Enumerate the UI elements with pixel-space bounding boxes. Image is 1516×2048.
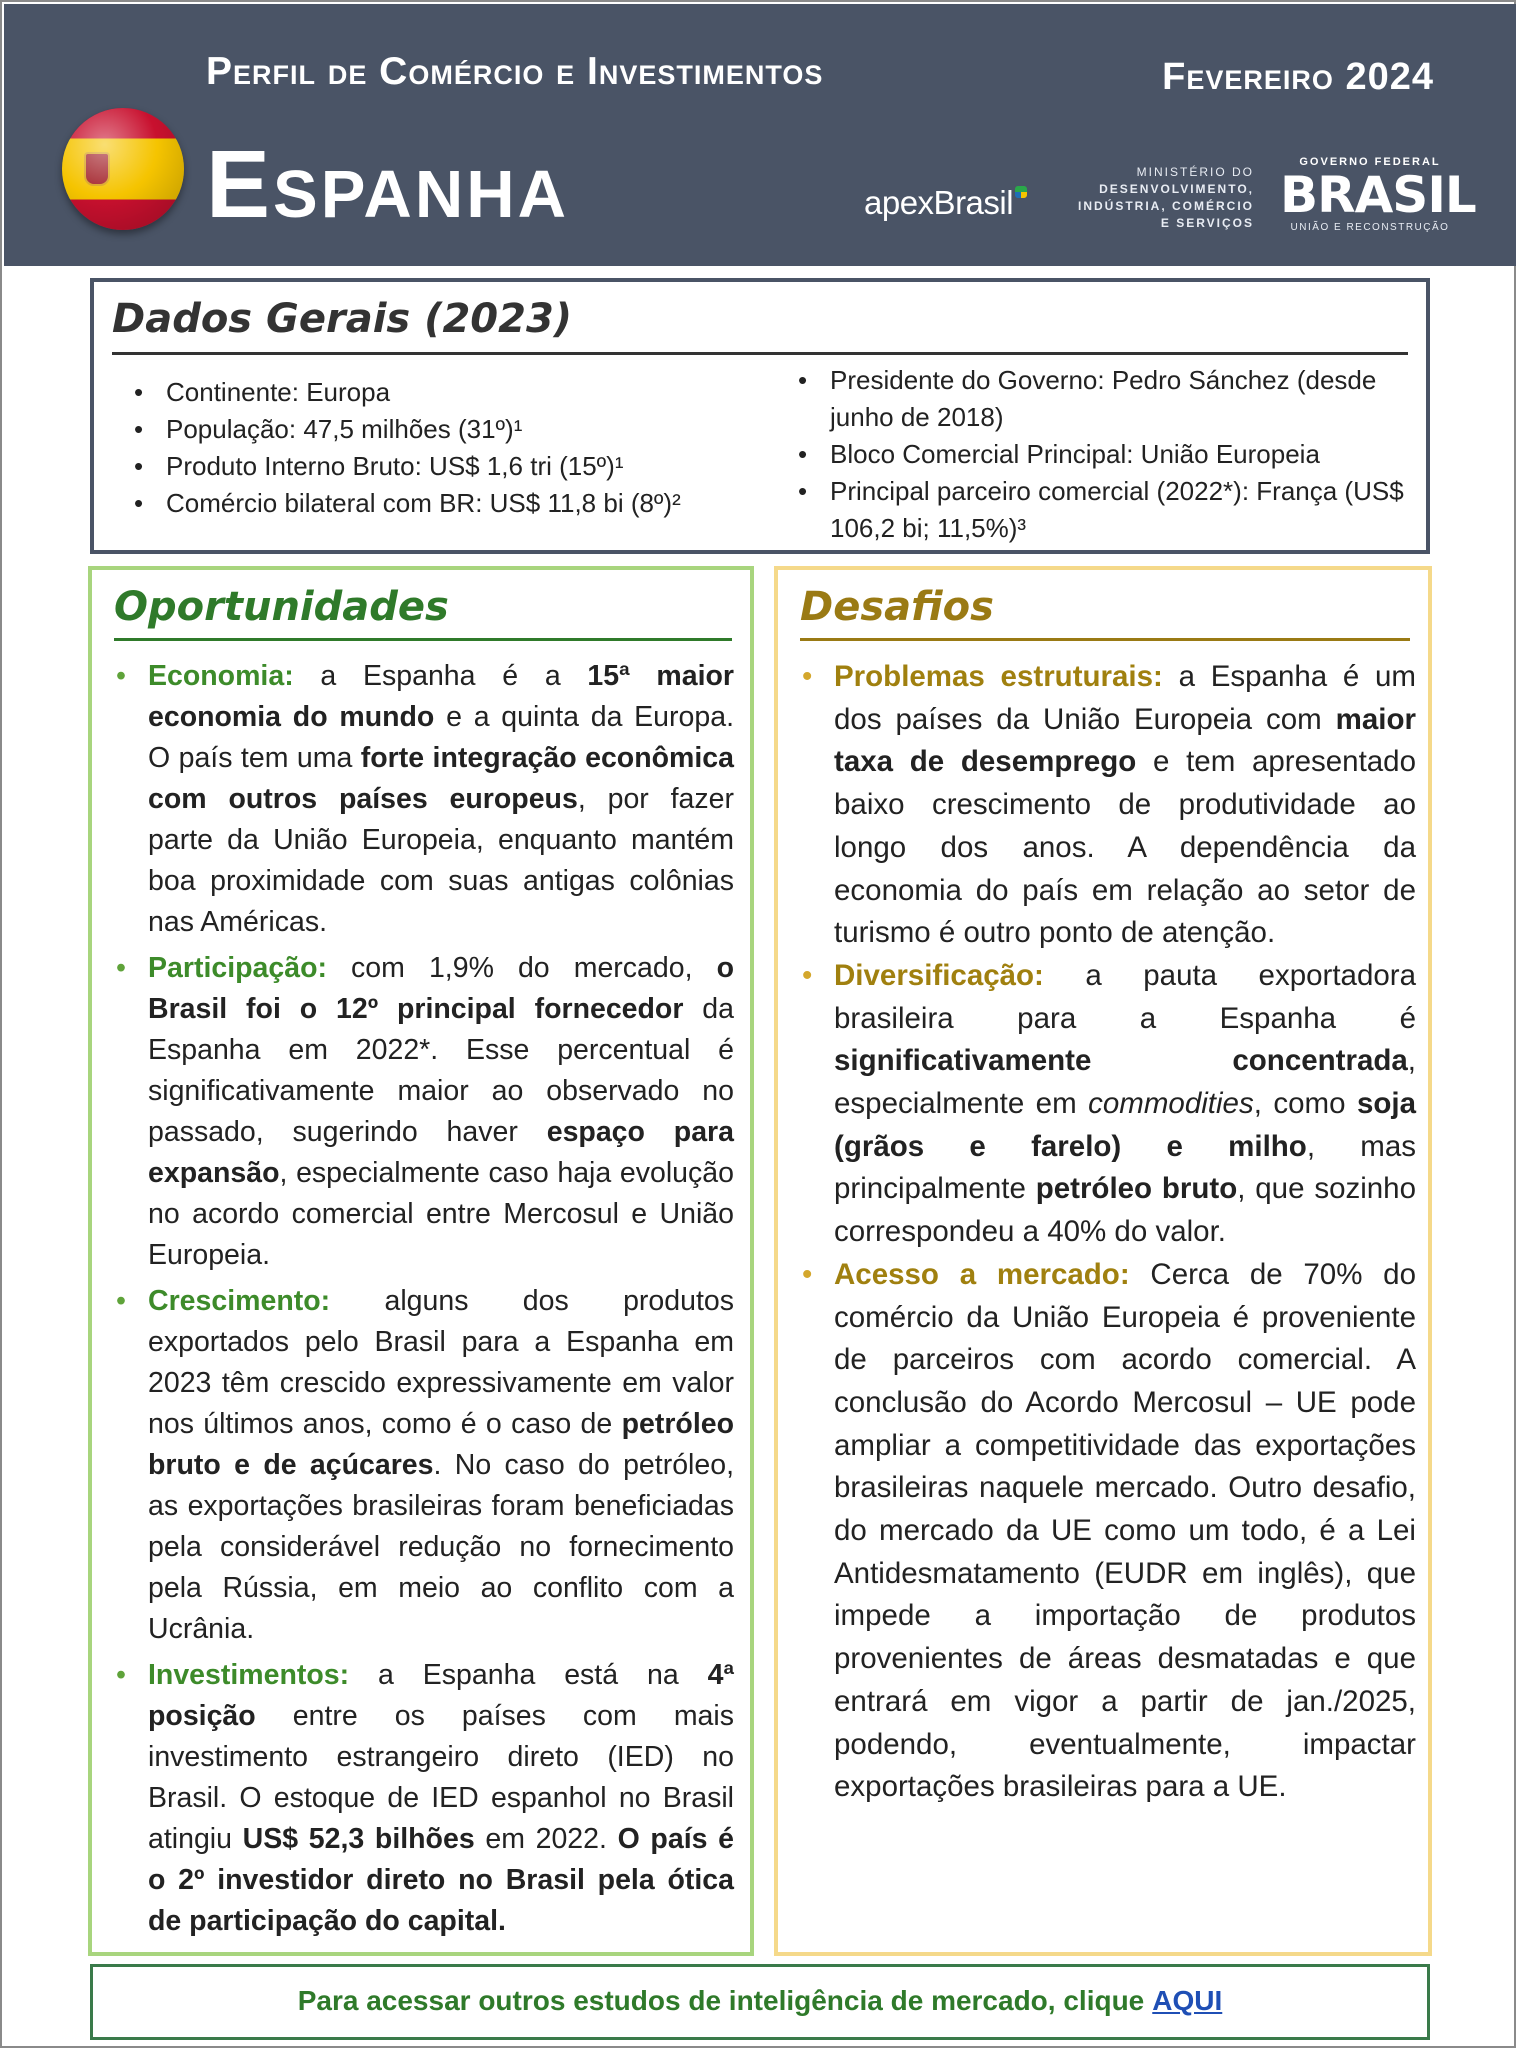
footer-banner: [90, 1964, 1430, 2040]
dados-item: • Principal parceiro comercial (2022*): França (US$ 106,2 bi; 11,5%)³: [794, 473, 1414, 547]
document-date: Fevereiro 2024: [1162, 56, 1434, 98]
body-text: a Espanha está na: [349, 1659, 708, 1691]
italic-text: commodities: [1088, 1087, 1254, 1121]
bold-text: petróleo bruto e de açúcares: [148, 1408, 734, 1481]
bold-text: maior taxa de desemprego: [834, 702, 1416, 779]
body-text: a pauta exportadora brasileira para a Espanha é: [834, 958, 1416, 1035]
body-text: em 2022.: [474, 1823, 618, 1855]
bullet-item: [114, 656, 734, 943]
bullet-item: [114, 1655, 734, 1942]
bullet-lead: Diversificação:: [834, 958, 1044, 992]
body-text: a Espanha é a: [293, 660, 588, 692]
header-banner: [4, 4, 1516, 266]
oportunidades-panel: [88, 566, 754, 1956]
governo-federal-logo: GOVERNO FEDERAL BRASIL UNIÃO E RECONSTRUÇÃO: [1280, 156, 1476, 233]
dados-item: • Bloco Comercial Principal: União Europeia: [794, 436, 1414, 473]
bullet-lead: Problemas estruturais:: [834, 660, 1163, 693]
bold-text: US$ 52,3 bilhões: [242, 1823, 475, 1855]
dados-item: • População: 47,5 milhões (31º)¹: [130, 411, 770, 448]
bold-text: forte integração econômica com outros países europeus: [148, 742, 734, 815]
dados-item: • Comércio bilateral com BR: US$ 11,8 bi (8º)²: [130, 485, 770, 522]
bullet-item: [800, 656, 1416, 955]
bullet-item: [800, 955, 1416, 1254]
body-text: , especialmente caso haja evolução no acordo comercial entre Mercosul e União Europeia.: [148, 1157, 734, 1271]
body-text: , que sozinho correspondeu a 40% do valor.: [834, 1172, 1416, 1249]
body-text: entre os países com mais investimento estrangeiro direto (IED) no Brasil. O estoque de IED espanhol no Brasil atingiu: [148, 1700, 734, 1855]
title-rule: [114, 638, 732, 641]
desafios-list: [800, 656, 1416, 1809]
oportunidades-list: [114, 656, 734, 1947]
body-text: , especialmente em: [834, 1044, 1416, 1121]
apex-brasil-logo: apexBrasil: [864, 184, 1027, 222]
body-text: , por fazer parte da União Europeia, enquanto mantém boa proximidade com suas antigas colônias nas Américas.: [148, 783, 734, 938]
bold-text: O país é o 2º investidor direto no Brasil pela ótica de participação do capital.: [148, 1823, 734, 1937]
desafios-panel: [774, 566, 1432, 1956]
dados-left-list: [130, 374, 770, 522]
bold-text: 15ª maior economia do mundo: [148, 660, 734, 733]
dados-gerais-title: Dados Gerais (2023): [112, 296, 573, 342]
dados-gerais-box: [90, 278, 1430, 554]
bold-text: significativamente concentrada: [834, 1044, 1408, 1078]
title-rule: [800, 638, 1410, 641]
body-text: , mas principalmente: [834, 1129, 1416, 1206]
bold-text: petróleo bruto: [1035, 1172, 1238, 1206]
mdic-logo: MINISTÉRIO DO DESENVOLVIMENTO, INDÚSTRIA, COMÉRCIO E SERVIÇOS: [1078, 165, 1254, 230]
bullet-item: [114, 948, 734, 1276]
body-text: Cerca de 70% do comércio da União Europeia é proveniente de parceiros com acordo comercial. A conclusão do Acordo Mercosul – UE pode ampliar a competitividade das exportações brasileiras naquele mercado. Outro desafio, do mercado da UE como um todo, é a Lei Antidesmatamento (EUDR em inglês), que impede a importação de produtos provenientes de áreas desmatadas e que entrará em vigor a partir de jan./2025, podendo, eventualmente, impactar exportações brasileiras para a UE.: [834, 1257, 1416, 1804]
apex-dot-icon: [1015, 186, 1027, 198]
body-text: e tem apresentado baixo crescimento de produtividade ao longo dos anos. A dependência da economia do país em relação ao setor de turismo é outro ponto de atenção.: [834, 745, 1416, 950]
bold-text: soja (grãos e farelo) e milho: [834, 1087, 1416, 1163]
dados-item: • Produto Interno Bruto: US$ 1,6 tri (15º)¹: [130, 448, 770, 485]
bold-text: 4ª posição: [148, 1659, 734, 1732]
bullet-lead: Acesso a mercado:: [834, 1257, 1130, 1291]
footer-text: Para acessar outros estudos de inteligência de mercado, clique: [297, 1985, 1145, 2016]
bullet-lead: Investimentos:: [148, 1659, 350, 1691]
dados-right-list: [794, 362, 1414, 547]
bullet-item: [114, 1281, 734, 1650]
body-text: da Espanha em 2022*. Esse percentual é significativamente maior ao observado no passado, sugerindo haver: [148, 993, 734, 1148]
bold-text: espaço para expansão: [148, 1116, 734, 1189]
dados-item: • Presidente do Governo: Pedro Sánchez (desde junho de 2018): [794, 362, 1414, 436]
aqui-link[interactable]: AQUI: [1152, 1985, 1223, 2016]
spain-flag-icon: [62, 108, 184, 230]
country-name: Espanha: [206, 131, 569, 238]
desafios-title: Desafios: [800, 584, 994, 630]
bullet-lead: Participação:: [148, 952, 327, 984]
bullet-lead: Crescimento:: [148, 1285, 331, 1317]
bullet-lead: Economia:: [148, 660, 294, 692]
body-text: . No caso do petróleo, as exportações brasileiras foram beneficiadas pela considerável redução no fornecimento pela Rússia, em meio ao conflito com a Ucrânia.: [148, 1449, 734, 1645]
oportunidades-title: Oportunidades: [114, 584, 449, 630]
body-text: com 1,9% do mercado,: [327, 952, 717, 984]
document-title: Perfil de Comércio e Investimentos: [206, 50, 824, 93]
title-rule: [112, 352, 1408, 355]
body-text: a Espanha é um dos países da União Europeia com: [834, 660, 1416, 736]
bold-text: o Brasil foi o 12º principal fornecedor: [148, 952, 734, 1025]
bullet-item: [800, 1254, 1416, 1809]
body-text: e a quinta da Europa. O país tem uma: [148, 701, 734, 774]
body-text: alguns dos produtos exportados pelo Brasil para a Espanha em 2023 têm crescido expressivamente em valor nos últimos anos, como é o caso de: [148, 1285, 734, 1440]
dados-item: • Continente: Europa: [130, 374, 770, 411]
body-text: , como: [1253, 1087, 1357, 1121]
